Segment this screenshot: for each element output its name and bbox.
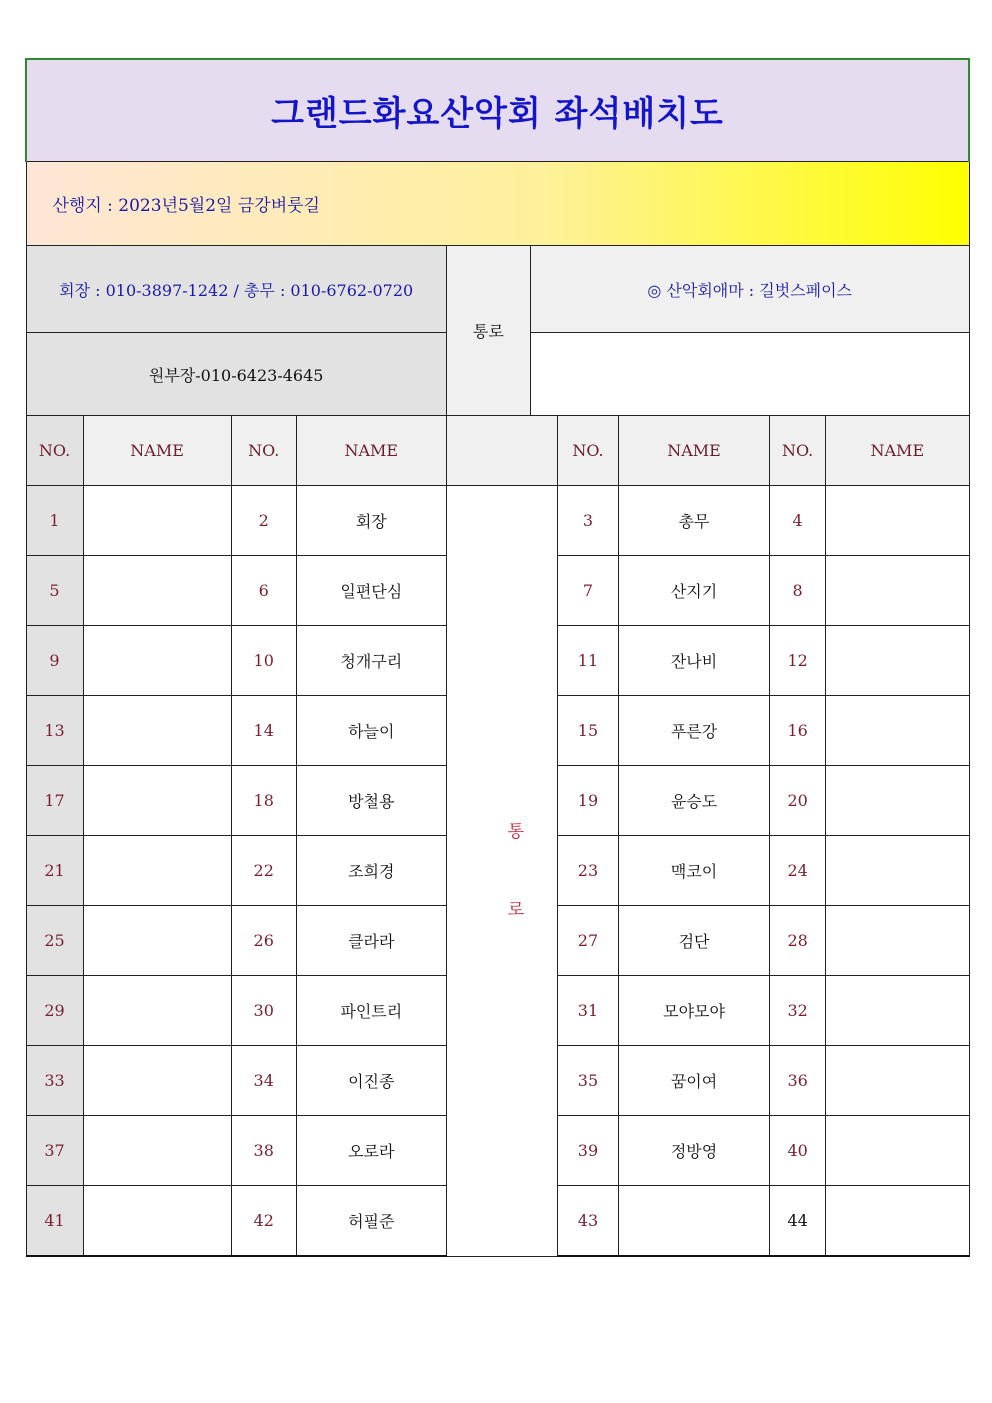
seat-name [826,836,969,906]
leader-contact-cell [26,246,446,333]
seat-number: 38 [231,1116,296,1186]
seat-name [83,906,231,976]
seat-name: 클라라 [296,906,446,976]
seat-number: 9 [26,626,83,696]
seat-name [618,1186,769,1257]
seat-number: 5 [26,556,83,626]
seat-name: 파인트리 [296,976,446,1046]
seat-name [826,1186,969,1257]
seat-number: 41 [26,1186,83,1257]
seat-number: 1 [26,486,83,556]
seat-name: 검단 [618,906,769,976]
trip-info-cell [26,162,969,246]
seat-number: 37 [26,1116,83,1186]
seat-name: 윤승도 [618,766,769,836]
seat-name: 오로라 [296,1116,446,1186]
seat-name [83,1186,231,1257]
seat-number: 3 [557,486,618,556]
seat-name [83,486,231,556]
bus-company-cell [530,246,969,333]
seat-number: 23 [557,836,618,906]
bus-company: ◎ 산악회애마 : 길벗스페이스 [647,280,853,300]
seat-number: 25 [26,906,83,976]
seat-number: 29 [26,976,83,1046]
seat-name: 방철용 [296,766,446,836]
seat-name [83,696,231,766]
seat-number: 40 [770,1116,826,1186]
seat-number: 43 [557,1186,618,1257]
seat-name: 모야모야 [618,976,769,1046]
seat-name [826,1046,969,1116]
seat-number: 33 [26,1046,83,1116]
seat-name [826,486,969,556]
seat-name [83,1116,231,1186]
seat-number: 22 [231,836,296,906]
aisle-vertical-char: 로 [507,899,525,920]
seat-name [826,976,969,1046]
seat-number: 39 [557,1116,618,1186]
seat-name: 총무 [618,486,769,556]
header-row [26,416,969,486]
seat-name [826,626,969,696]
seat-name [826,696,969,766]
seat-name: 정방영 [618,1116,769,1186]
seat-number: 14 [231,696,296,766]
seat-name: 허필준 [296,1186,446,1257]
seat-number: 10 [231,626,296,696]
seat-number: 18 [231,766,296,836]
seat-number: 31 [557,976,618,1046]
seat-number: 11 [557,626,618,696]
seat-number: 12 [770,626,826,696]
seat-name: 산지기 [618,556,769,626]
seat-number: 28 [770,906,826,976]
seat-name [83,626,231,696]
seat-number: 6 [231,556,296,626]
seat-name [83,766,231,836]
seat-name [826,906,969,976]
aisle-label: 통로 [472,322,504,341]
seat-number: 16 [770,696,826,766]
header-name-1: NAME [83,416,231,486]
aisle-column [446,486,557,1257]
vice-contact: 원부장-010-6423-4645 [148,365,324,385]
seat-name: 조희경 [296,836,446,906]
header-no-4: NO. [770,416,826,486]
seat-name [83,556,231,626]
seat-number: 36 [770,1046,826,1116]
seat-name [83,836,231,906]
seat-name: 푸른강 [618,696,769,766]
seat-number: 42 [231,1186,296,1257]
header-name-3: NAME [618,416,769,486]
seat-number: 8 [770,556,826,626]
seat-number: 35 [557,1046,618,1116]
header-no-3: NO. [557,416,618,486]
title-cell [26,59,969,162]
seating-chart-sheet [25,58,970,1257]
header-no-2: NO. [231,416,296,486]
header-no-1: NO. [26,416,83,486]
seat-number: 21 [26,836,83,906]
seat-name: 꿈이여 [618,1046,769,1116]
seat-number: 13 [26,696,83,766]
seat-number: 7 [557,556,618,626]
seat-number: 19 [557,766,618,836]
seat-number: 17 [26,766,83,836]
seat-number: 27 [557,906,618,976]
seat-number: 44 [770,1186,826,1257]
seat-name [83,976,231,1046]
seat-name: 청개구리 [296,626,446,696]
leader-contact: 회장 : 010-3897-1242 / 총무 : 010-6762-0720 [59,280,414,300]
seat-number: 24 [770,836,826,906]
aisle-vertical-char: 통 [507,821,525,842]
blank-cell [530,333,969,416]
seat-name: 일편단심 [296,556,446,626]
aisle-label-cell [446,246,530,416]
seat-name: 회장 [296,486,446,556]
seat-number: 15 [557,696,618,766]
seat-number: 30 [231,976,296,1046]
seat-name: 이진종 [296,1046,446,1116]
header-name-2: NAME [296,416,446,486]
seat-name: 하늘이 [296,696,446,766]
vice-contact-cell [26,333,446,416]
seat-number: 26 [231,906,296,976]
seat-number: 4 [770,486,826,556]
seating-table [25,58,970,1257]
seat-number: 2 [231,486,296,556]
seat-name: 잔나비 [618,626,769,696]
seat-row [26,486,969,556]
page-title: 그랜드화요산악회 좌석배치도 [271,94,724,134]
seat-name [826,766,969,836]
seat-number: 34 [231,1046,296,1116]
trip-info: 산행지 : 2023년5월2일 금강벼룻길 [52,196,320,216]
seat-name [826,1116,969,1186]
seat-number: 32 [770,976,826,1046]
seat-name [83,1046,231,1116]
seat-number: 20 [770,766,826,836]
header-aisle [446,416,557,486]
seat-name [826,556,969,626]
seat-rows [26,486,969,1257]
seat-name: 맥코이 [618,836,769,906]
header-name-4: NAME [826,416,969,486]
